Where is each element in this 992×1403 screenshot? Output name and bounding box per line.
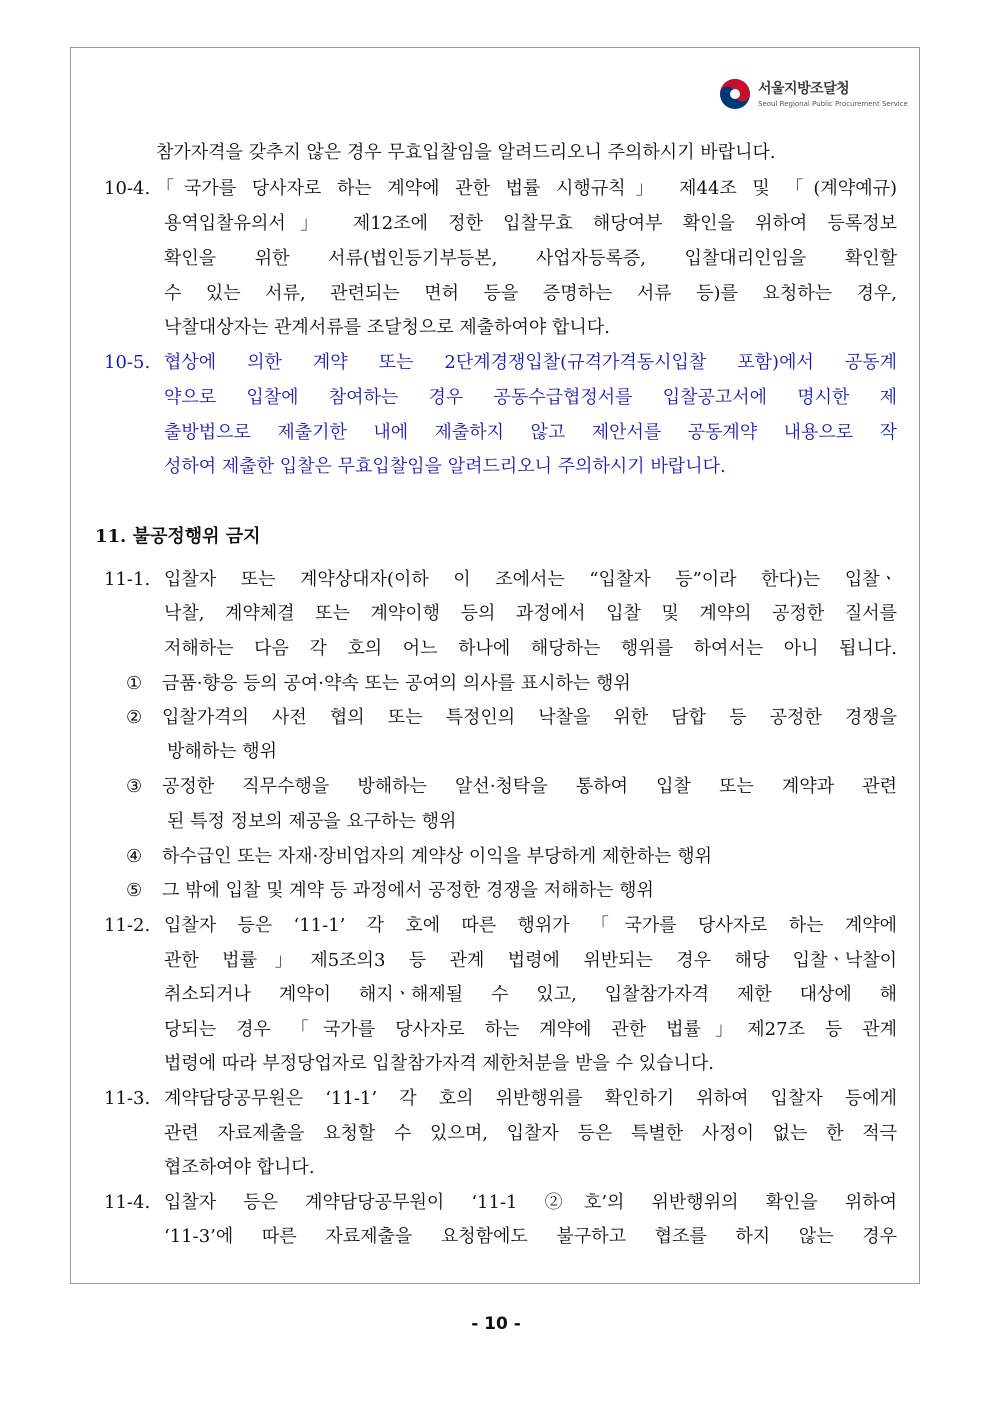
clause-number-11-4: 11-4.: [104, 1192, 151, 1213]
item-line: 공정한 직무수행을 방해하는 알선·청탁을 통하여 입찰 또는 계약과 관련: [162, 776, 897, 797]
org-name-ko: 서울지방조달청: [758, 81, 850, 97]
item-marker: ②: [126, 707, 143, 728]
clause-10-4-line: 용역입찰유의서」 제12조에 정한 입찰무효 해당여부 확인을 위하여 등록정보: [164, 213, 897, 234]
clause-10-5-line: 협상에 의한 계약 또는 2단계경쟁입찰(규격가격동시입찰 포함)에서 공동계: [164, 352, 897, 373]
item-marker: ③: [126, 776, 143, 797]
clause-11-3-line: 협조하여야 합니다.: [164, 1157, 315, 1178]
item-line: 그 밖에 입찰 및 계약 등 과정에서 공정한 경쟁을 저해하는 행위: [162, 880, 654, 901]
clause-11-3-line: 계약담당공무원은 ‘11-1’ 각 호의 위반행위를 확인하기 위하여 입찰자 등에게: [164, 1088, 897, 1109]
clause-10-5-line: 약으로 입찰에 참여하는 경우 공동수급협정서를 입찰공고서에 명시한 제: [164, 387, 897, 408]
clause-number-10-5: 10-5.: [104, 352, 151, 373]
item-line: 입찰가격의 사전 협의 또는 특정인의 낙찰을 위한 담합 등 공정한 경쟁을: [162, 707, 897, 728]
clause-10-4-line: 수 있는 서류, 관련되는 면허 등을 증명하는 서류 등)를 요청하는 경우,: [164, 283, 897, 304]
intro-line: 참가자격을 갖추지 않은 경우 무효입찰임을 알려드리오니 주의하시기 바랍니다.: [156, 142, 776, 163]
item-line: 하수급인 또는 자재·장비업자의 계약상 이익을 부당하게 제한하는 행위: [162, 846, 713, 867]
clause-11-2-line: 입찰자 등은 ‘11-1’ 각 호에 따른 행위가 「국가를 당사자로 하는 계약에: [164, 915, 897, 936]
clause-11-1-line: 입찰자 또는 계약상대자(이하 이 조에서는 “입찰자 등”이라 한다)는 입찰ㆍ: [164, 569, 897, 590]
page-number: - 10 -: [471, 1314, 521, 1334]
clause-11-1-line: 낙찰, 계약체결 또는 계약이행 등의 과정에서 입찰 및 계약의 공정한 질서를: [164, 603, 897, 624]
taegeuk-icon: [718, 77, 752, 111]
org-name-en: Seoul Regional Public Procurement Service: [758, 100, 908, 108]
clause-number-11-1: 11-1.: [104, 569, 151, 590]
item-marker: ④: [126, 846, 143, 867]
item-marker: ①: [126, 673, 143, 694]
clause-10-5-line: 출방법으로 제출기한 내에 제출하지 않고 제안서를 공동계약 내용으로 작: [164, 422, 897, 443]
clause-11-3-line: 관련 자료제출을 요청할 수 있으며, 입찰자 등은 특별한 사정이 없는 한 적극: [164, 1123, 897, 1144]
item-line: 된 특정 정보의 제공을 요구하는 행위: [167, 811, 457, 832]
clause-number-10-4: 10-4.: [104, 178, 151, 199]
clause-11-2-line: 관한 법률」제5조의3 등 관계 법령에 위반되는 경우 해당 입찰ㆍ낙찰이: [164, 950, 897, 971]
clause-11-2-line: 당되는 경우 「국가를 당사자로 하는 계약에 관한 법률」제27조 등 관계: [164, 1019, 897, 1040]
clause-number-11-2: 11-2.: [104, 915, 151, 936]
section-11-heading: 11. 불공정행위 금지: [95, 526, 261, 547]
clause-10-4-line: 낙찰대상자는 관계서류를 조달청으로 제출하여야 합니다.: [164, 317, 610, 338]
clause-11-4-line: 입찰자 등은 계약담당공무원이 ‘11-1 ②호’의 위반행위의 확인을 위하여: [164, 1192, 897, 1213]
clause-11-1-line: 저해하는 다음 각 호의 어느 하나에 해당하는 행위를 하여서는 아니 됩니다.: [164, 638, 897, 659]
clause-number-11-3: 11-3.: [104, 1088, 151, 1109]
clause-10-4-line: 확인을 위한 서류(법인등기부등본, 사업자등록증, 입찰대리인임을 확인할: [164, 248, 897, 269]
item-marker: ⑤: [126, 880, 143, 901]
org-logo: [718, 76, 908, 112]
clause-11-2-line: 법령에 따라 부정당업자로 입찰참가자격 제한처분을 받을 수 있습니다.: [164, 1053, 715, 1074]
clause-11-4-line: ‘11-3’에 따른 자료제출을 요청함에도 불구하고 협조를 하지 않는 경우: [164, 1226, 897, 1247]
item-line: 금품·향응 등의 공여·약속 또는 공여의 의사를 표시하는 행위: [162, 673, 631, 694]
clause-10-4-line: 「국가를 당사자로 하는 계약에 관한 법률 시행규칙」 제44조 및 「(계약예규): [156, 178, 897, 199]
clause-11-2-line: 취소되거나 계약이 해지ㆍ해제될 수 있고, 입찰참가자격 제한 대상에 해: [164, 984, 897, 1005]
item-line: 방해하는 행위: [167, 741, 278, 762]
clause-10-5-line: 성하여 제출한 입찰은 무효입찰임을 알려드리오니 주의하시기 바랍니다.: [164, 456, 726, 477]
